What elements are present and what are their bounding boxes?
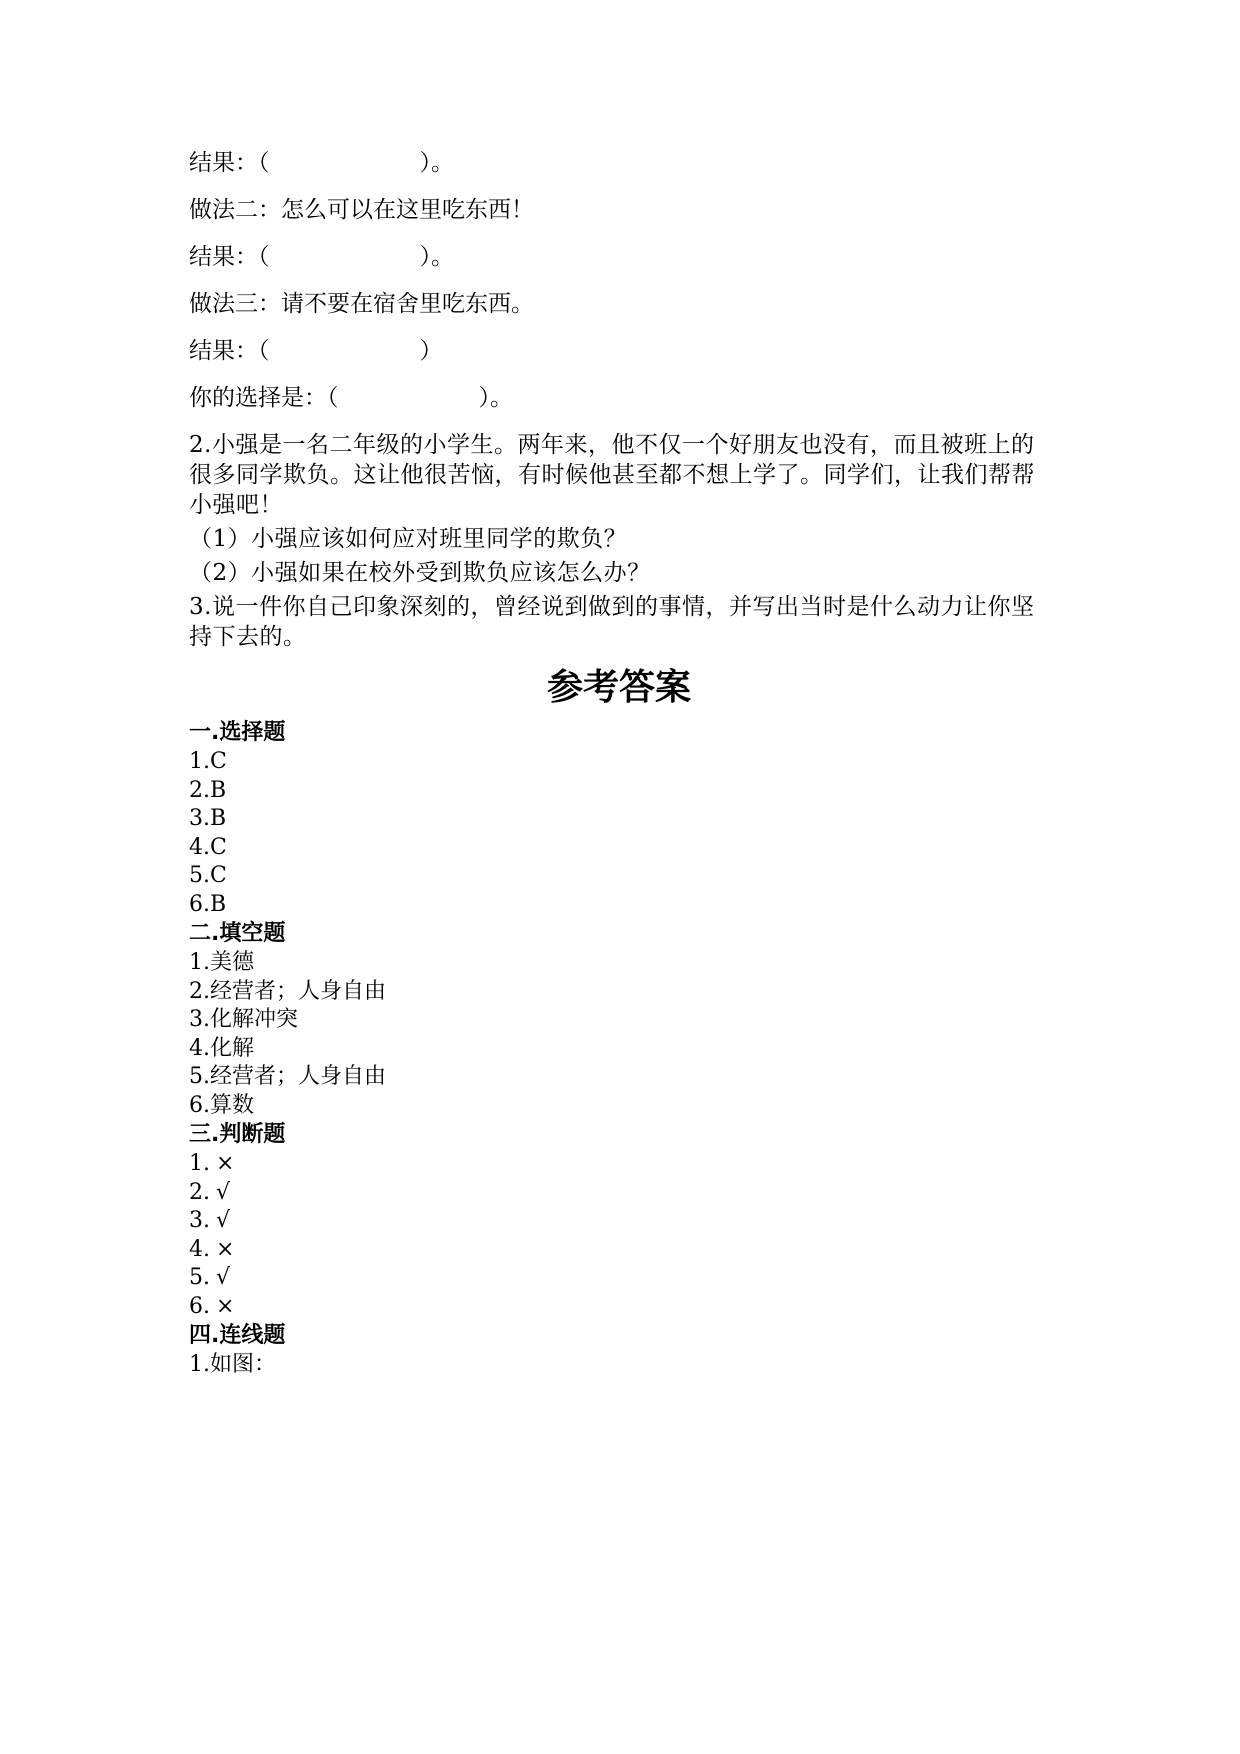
result-line-3 [189,336,1049,366]
method-3: 做法三：请不要在宿舍里吃东西。 [189,291,534,317]
choice-label: 你的选择是：（ [189,385,339,411]
question-3: 3.说一件你自己印象深刻的，曾经说到做到的事情，并写出当时是什么动力让你坚持下去的。 [189,594,1035,650]
result-line-1 [189,148,1049,178]
cross-mark-icon: × [216,1293,235,1319]
question-2-sub-1: （1）小强应该如何应对班里同学的欺负？ [189,526,628,552]
result-label: 结果：（ [189,244,270,270]
answer-item: 3.B [189,806,227,831]
page-content [189,148,1049,1380]
answer-item: 6.B [189,891,227,917]
item-number: 5. [189,1265,210,1290]
item-number: 1. [189,1151,210,1176]
judge-answer-item [189,1179,1049,1208]
result-label: 结果：（ [189,338,270,364]
answer-item: 1.C [189,749,227,774]
result-close: ）。 [419,244,454,270]
item-number: 3. [189,1208,210,1233]
judge-answer-item [189,1236,1049,1265]
result-label: 结果：（ [189,150,270,176]
choice-close: ）。 [478,385,513,411]
method-2: 做法二：怎么可以在这里吃东西！ [189,197,534,223]
section-heading-choice: 一.选择题 [189,720,286,745]
check-mark-icon: √ [216,1208,231,1233]
answer-item: 4.C [189,834,227,860]
judge-answer-item [189,1150,1049,1179]
answer-key-title: 参考答案 [546,667,691,708]
result-line-2 [189,242,1049,272]
cross-mark-icon: × [216,1151,235,1176]
choice-line [189,383,1049,413]
check-mark-icon: √ [216,1179,231,1205]
question-2-sub-2: （2）小强如果在校外受到欺负应该怎么办？ [189,560,651,586]
judge-answer-item [189,1207,1049,1236]
item-number: 6. [189,1293,210,1319]
answer-item: 5.经营者；人身自由 [189,1064,386,1089]
answer-item: 2.B [189,777,227,803]
result-close: ）。 [419,150,454,176]
section-heading-judge: 三.判断题 [189,1122,286,1147]
result-close: ） [419,338,443,364]
item-number: 4. [189,1236,210,1262]
answer-item: 3.化解冲突 [189,1007,298,1032]
answer-item: 1.如图： [189,1352,276,1377]
question-2: 2.小强是一名二年级的小学生。两年来，他不仅一个好朋友也没有，而且被班上的很多同学欺负。这让他很苦恼，有时候他甚至都不想上学了。同学们，让我们帮帮小强吧！ [189,432,1035,518]
answer-item: 4.化解 [189,1035,254,1061]
check-mark-icon: √ [216,1265,231,1290]
cross-mark-icon: × [216,1236,235,1262]
answer-item: 1.美德 [189,950,254,975]
item-number: 2. [189,1179,210,1205]
answer-item: 5.C [189,863,227,888]
answer-item: 2.经营者；人身自由 [189,978,386,1004]
section-heading-matching: 四.连线题 [189,1323,286,1348]
section-heading-fill: 二.填空题 [189,921,286,946]
answer-item: 6.算数 [189,1092,254,1118]
judge-answer-item [189,1293,1049,1322]
judge-answer-item [189,1264,1049,1293]
